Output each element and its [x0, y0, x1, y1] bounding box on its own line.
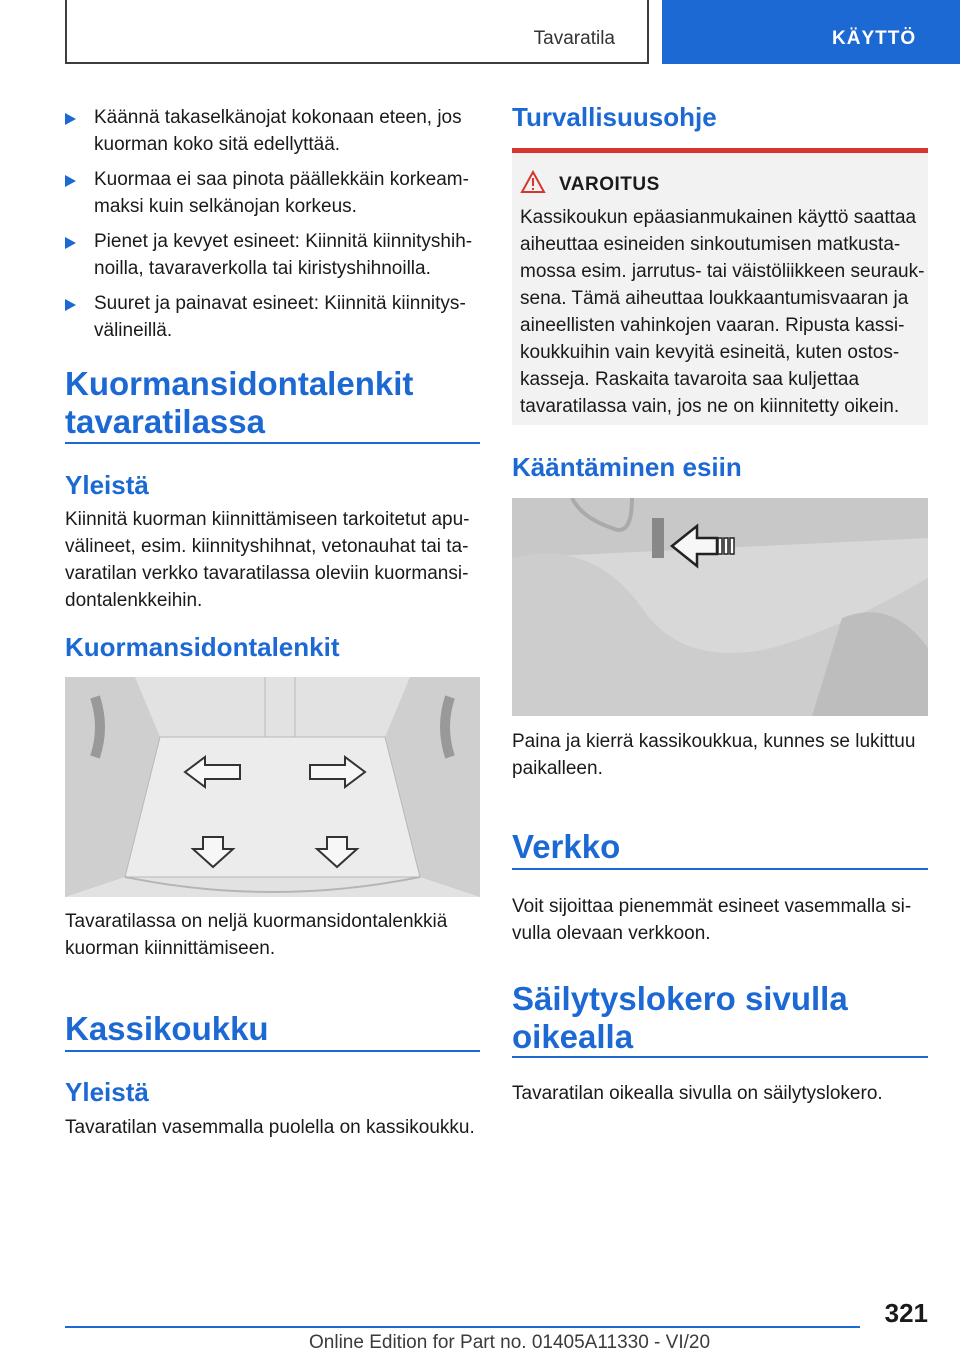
triangle-bullet-icon [65, 237, 76, 249]
footer-edition-text: Online Edition for Part no. 01405A11330 - VI/20 [309, 1332, 711, 1353]
storage-section-title: Säilytyslokero sivulla oikealla [512, 980, 848, 1055]
net-section-title: Verkko [512, 828, 621, 865]
bag-hook-paragraph: Tavaratilan vasemmalla puolella on kassikoukku. [65, 1117, 475, 1138]
triangle-bullet-icon [65, 175, 76, 187]
list-item: Kuormaa ei saa pinota päällekkäin korkeammaksi kuin selkänojan korkeus. [65, 166, 480, 220]
bag-hook-caption: Paina ja kierrä kassikoukkua, kunnes se lukittuu paikalleen. [512, 731, 916, 779]
triangle-bullet-icon [65, 299, 76, 311]
header-chapter-tab: KÄYTTÖ [662, 0, 960, 64]
cargo-area-lashing-eyes-image [65, 677, 480, 897]
footer-divider [65, 1326, 860, 1328]
list-item: Käännä takaselkänojat kokonaan eteen, jos kuorman koko sitä edellyttää. [65, 104, 480, 158]
section-divider [512, 1056, 928, 1058]
warning-text: Kassikoukun epäasianmukainen käyttö saattaa aiheuttaa esineiden sinkoutumisen matkustamossa esim. jarrutus- tai väistöliikkeen seurauksena. Tämä aiheuttaa loukkaantumisvaaran ja aineellisten vahinkojen vaaran. Ripusta kassikoukkuihin vain kevyitä esineitä, kuten ostoskasseja. Raskaita tavaroita saa kuljettaa tavaratilassa vain, jos ne on kiinnitetty oikein. [520, 207, 925, 417]
page-number: 321 [884, 1298, 928, 1328]
safety-section-title: Turvallisuusohje [512, 102, 717, 132]
section-divider [65, 442, 480, 444]
warning-box [512, 148, 928, 425]
general-paragraph: Kiinnitä kuorman kiinnittämiseen tarkoitetut apuvälineet, esim. kiinnityshihnat, vetonauhat tai tavaratilan verkko tavaratilassa oleviin kuormansidontalenkkeihin. [65, 509, 470, 611]
warning-triangle-icon [520, 170, 546, 194]
header-tab [65, 0, 649, 64]
header-section-title: Tavaratila [533, 28, 615, 49]
turning-section-title: Kääntäminen esiin [512, 452, 742, 482]
subsection-title-general: Yleistä [65, 470, 149, 500]
subsection-title-lashing-eyes: Kuormansidontalenkit [65, 632, 340, 662]
list-item: Pienet ja kevyet esineet: Kiinnitä kiinnityshihnoilla, tavaraverkolla tai kiristyshihnoilla. [65, 228, 480, 282]
section-title-bag-hook: Kassikoukku [65, 1010, 269, 1047]
warning-label: VAROITUS [559, 174, 660, 195]
net-paragraph: Voit sijoittaa pienemmät esineet vasemmalla sivulla olevaan verkkoon. [512, 896, 912, 944]
storage-paragraph: Tavaratilan oikealla sivulla on säilytyslokero. [512, 1083, 883, 1104]
warning-bar [512, 148, 928, 153]
instruction-list [65, 104, 480, 352]
section-divider [512, 868, 928, 870]
list-item: Suuret ja painavat esineet: Kiinnitä kiinnitysvälineillä. [65, 290, 480, 344]
lashing-eyes-caption: Tavaratilassa on neljä kuormansidontalenkkiä kuorman kiinnittämiseen. [65, 911, 448, 959]
bag-hook-image [512, 498, 928, 716]
triangle-bullet-icon [65, 113, 76, 125]
section-title-lashing-eyes: Kuormansidontalenkit tavaratilassa [65, 365, 414, 440]
section-divider [65, 1050, 480, 1052]
subsection-title-general-2: Yleistä [65, 1077, 149, 1107]
